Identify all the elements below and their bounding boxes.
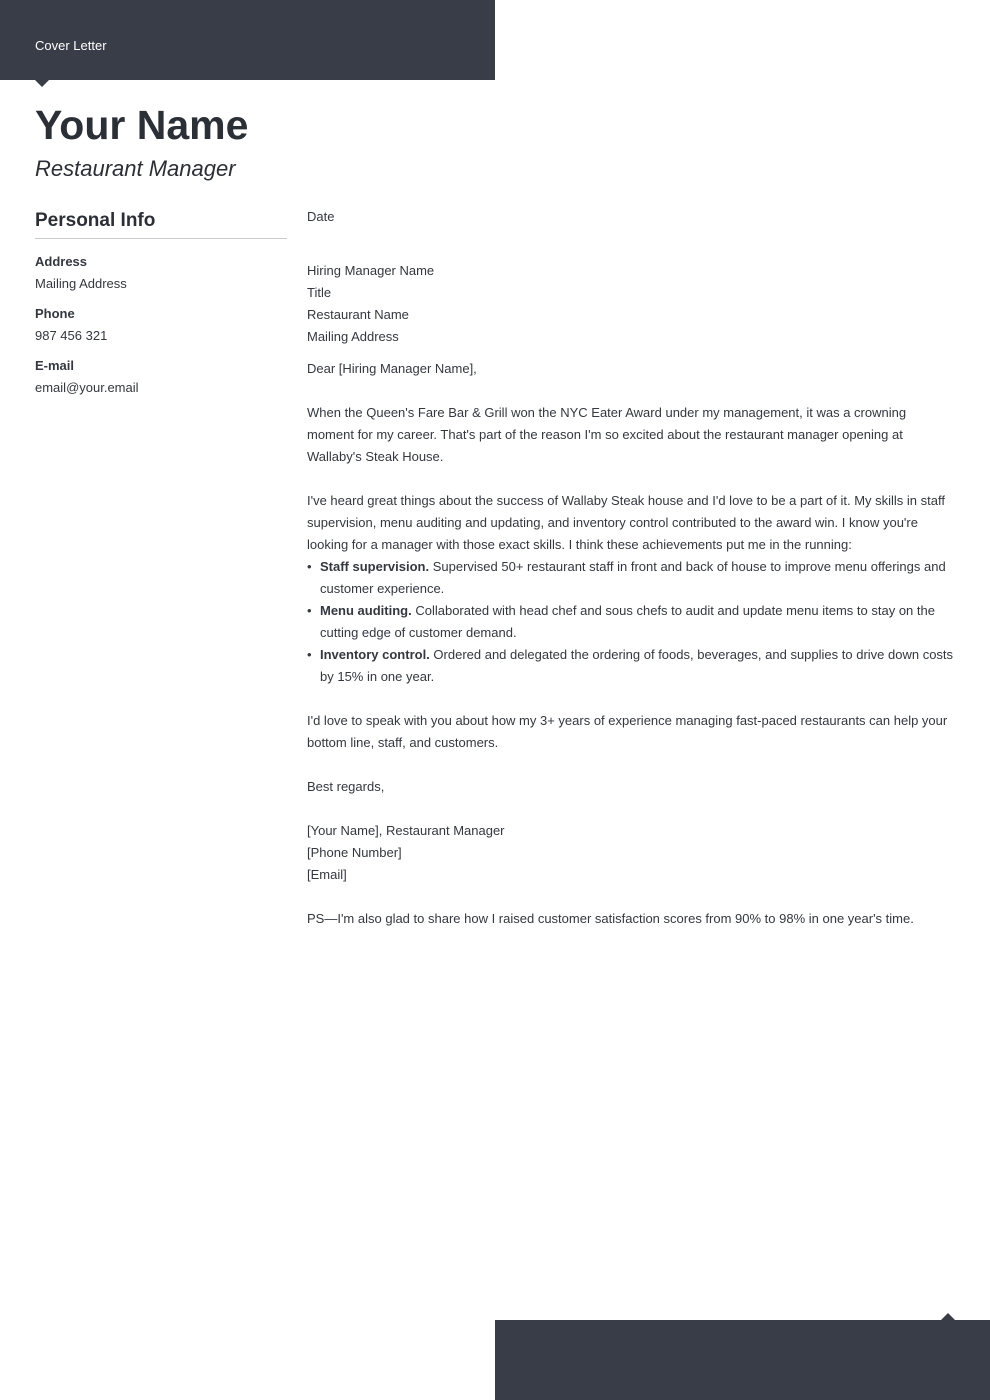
applicant-job-title: Restaurant Manager [35, 156, 236, 181]
bullet-text: Ordered and delegated the ordering of foods, beverages, and supplies to drive down costs by 15% in one year. [320, 647, 954, 684]
footer-notch [941, 1313, 955, 1320]
recipient-name: Hiring Manager Name [307, 263, 435, 278]
recipient-company: Restaurant Name [307, 307, 409, 322]
letter-date: Date [307, 209, 335, 224]
applicant-name: Your Name [35, 102, 249, 148]
email-label: E-mail [35, 358, 75, 373]
address-label: Address [35, 254, 88, 269]
footer-band [495, 1320, 990, 1400]
address-block [35, 251, 287, 295]
signature-email: [Email] [307, 867, 347, 882]
recipient-title: Title [307, 285, 332, 300]
closing-phrase: Best regards, [307, 779, 385, 794]
phone-label: Phone [35, 306, 75, 321]
paragraph-skills: I've heard great things about the success of Wallaby Steak house and I'd love to be a part of it. My skills in staff supervision, menu auditing and updating, and inventory control contributed to the award win. I know you're looking for a manager with those exact skills. I think these achievements put me in the running: [307, 493, 945, 552]
recipient-block [307, 260, 955, 348]
salutation: Dear [Hiring Manager Name], [307, 361, 477, 376]
phone-value: 987 456 321 [35, 328, 108, 343]
recipient-address: Mailing Address [307, 329, 399, 344]
document-type-label: Cover Letter [35, 38, 107, 53]
bullet-title: Staff supervision. [320, 559, 430, 574]
phone-block [35, 303, 287, 347]
letter-body [307, 206, 955, 930]
paragraph-opening: When the Queen's Fare Bar & Grill won the NYC Eater Award under my management, it was a crowning moment for my career. That's part of the reason I'm so excited about the restaurant manager opening at Wallaby's Steak House. [307, 405, 907, 464]
bullet-text: Supervised 50+ restaurant staff in front and back of house to improve menu offerings and customer experience. [320, 559, 946, 596]
personal-info-heading: Personal Info [35, 208, 287, 239]
signature-name: [Your Name], Restaurant Manager [307, 823, 505, 838]
bullet-icon: • [307, 647, 312, 662]
paragraph-closing: I'd love to speak with you about how my 3+ years of experience managing fast-paced restaurants can help your bottom line, staff, and customers. [307, 713, 948, 750]
email-value: email@your.email [35, 380, 139, 395]
bullet-icon: • [307, 559, 312, 574]
personal-info-sidebar [35, 208, 287, 399]
list-item [307, 600, 955, 644]
address-value: Mailing Address [35, 276, 127, 291]
list-item [307, 556, 955, 600]
bullet-title: Menu auditing. [320, 603, 412, 618]
postscript: PS—I'm also glad to share how I raised customer satisfaction scores from 90% to 98% in one year's time. [307, 911, 914, 926]
bullet-title: Inventory control. [320, 647, 430, 662]
bullet-text: Collaborated with head chef and sous chefs to audit and update menu items to stay on the cutting edge of customer demand. [320, 603, 935, 640]
list-item [307, 644, 955, 688]
signature-block [307, 820, 955, 886]
email-block [35, 355, 287, 399]
signature-phone: [Phone Number] [307, 845, 402, 860]
bullet-icon: • [307, 603, 312, 618]
header-notch [35, 80, 49, 87]
achievements-list [307, 556, 955, 688]
header-band [0, 0, 495, 80]
